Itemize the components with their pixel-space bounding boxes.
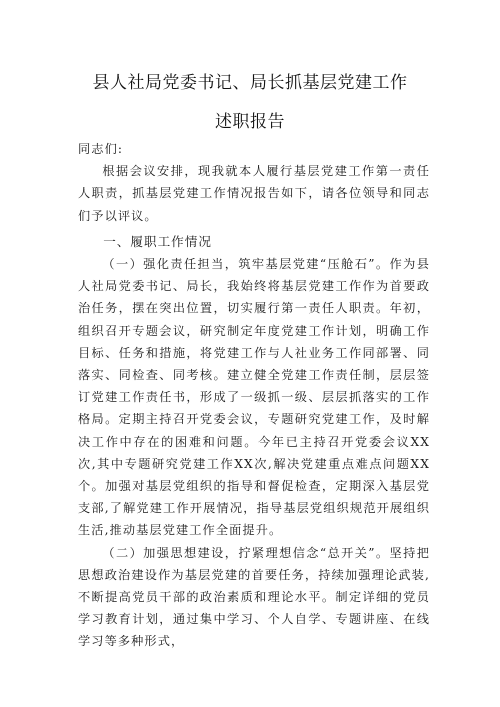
document-title: 县人社局党委书记、局长抓基层党建工作	[92, 73, 408, 93]
intro-paragraph: 根据会议安排，现我就本人履行基层党建工作第一责任人职责，抓基层党建工作情况报告如下，请各位领导和同志们予以评议。	[78, 164, 430, 223]
document-subtitle: 述职报告	[215, 112, 285, 132]
paragraph-ideology: （二）加强思想建设，拧紧理想信念“总开关”。坚持把思想政治建设作为基层党建的首要任务，持续加强理论武装,不断提高党员干部的政治素质和理论水平。制定详细的党员学习教育计划，通过集中学习、个人自学、专题讲座、在线学习等多种形式，	[78, 545, 430, 649]
document-body	[78, 138, 430, 653]
paragraph-responsibility: （一）强化责任担当，筑牢基层党建“压舱石”。作为县人社局党委书记、局长，我始终将基层党建工作作为首要政治任务，摆在突出位置，切实履行第一责任人职责。年初，组织召开专题会议，研究制定年度党建工作计划，明确工作目标、任务和措施，将党建工作与人社业务工作同部署、同落实、同检查、同考核。建立健全党建工作责任制，层层签订党建工作责任书，形成了一级抓一级、层层抓落实的工作格局。定期主持召开党委会议，专题研究党建工作，及时解决工作中存在的困难和问题。今年已主持召开党委会议XX次,其中专题研究党建工作XX次,解决党建重点难点问题XX个。加强对基层党组织的指导和督促检查，定期深入基层党支部,了解党建工作开展情况，指导基层党组织规范开展组织生活,推动基层党建工作全面提升。	[78, 257, 430, 538]
section-heading: 一、履职工作情况	[103, 233, 212, 249]
salutation: 同志们:	[78, 142, 124, 156]
